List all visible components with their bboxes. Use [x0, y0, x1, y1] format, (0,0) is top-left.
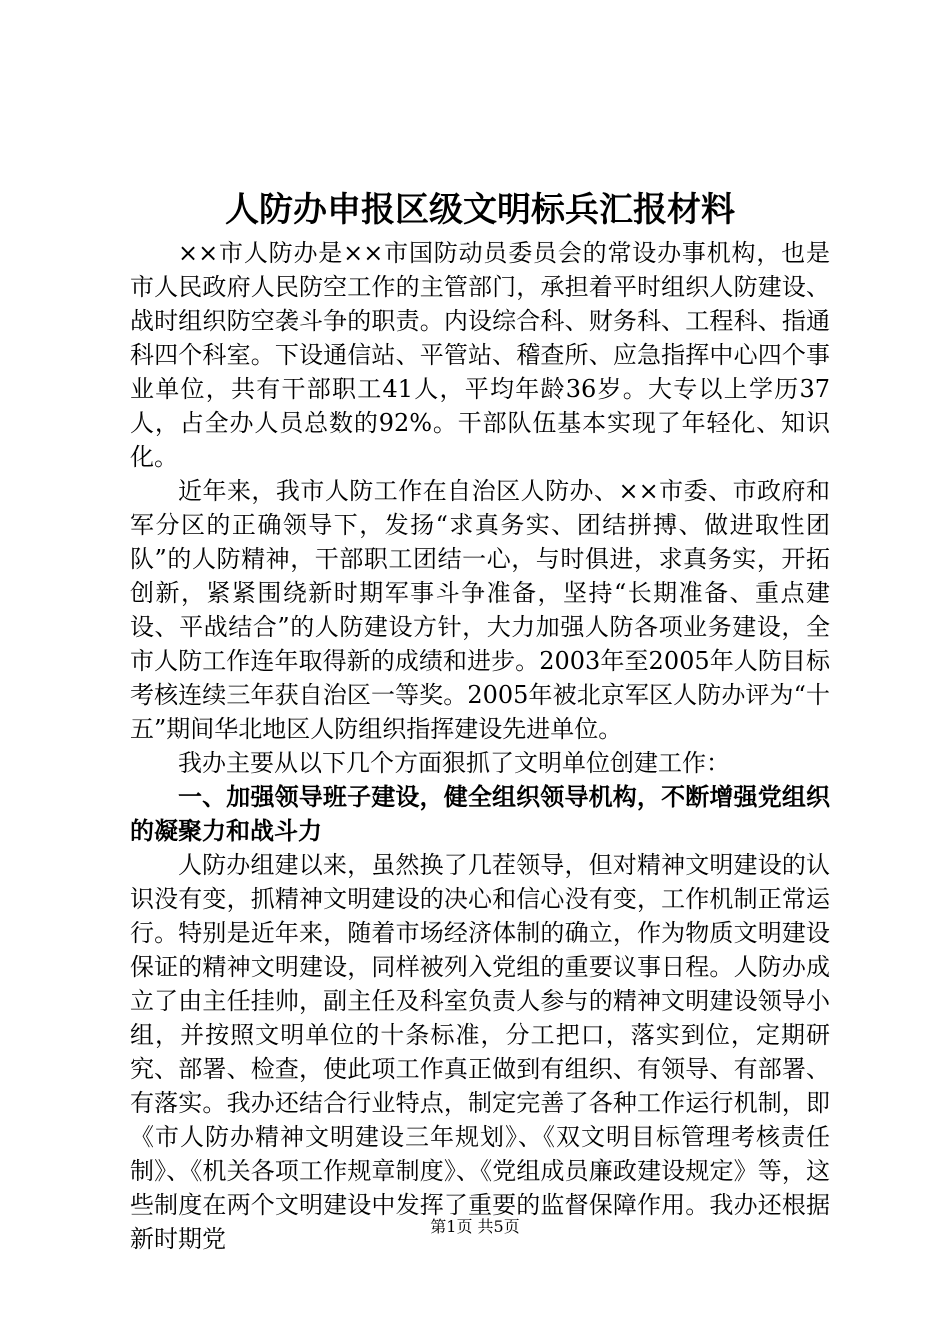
page-footer: 第1页 共5页: [430, 1217, 520, 1236]
document-body: [130, 236, 830, 1256]
document-title: 人防办申报区级文明标兵汇报材料: [225, 190, 735, 230]
paragraph-intro: ××市人防办是××市国防动员委员会的常设办事机构，也是市人民政府人民防空工作的主管部门，承担着平时组织人防建设、战时组织防空袭斗争的职责。内设综合科、财务科、工程科、指通科四个科室。下设通信站、平管站、稽查所、应急指挥中心四个事业单位，共有干部职工41人，平均年龄36岁。大专以上学历37人，占全办人员总数的92%。干部队伍基本实现了年轻化、知识化。: [130, 239, 830, 471]
paragraph-achievements: 近年来，我市人防工作在自治区人防办、××市委、市政府和军分区的正确领导下，发扬“求真务实、团结拼搏、做进取性团队”的人防精神，干部职工团结一心，与时俱进，求真务实，开拓创新，紧紧围绕新时期军事斗争准备，坚持“长期准备、重点建设、平战结合”的人防建设方针，大力加强人防各项业务建设，全市人防工作连年取得新的成绩和进步。2003年至2005年人防目标考核连续三年获自治区一等奖。2005年被北京军区人防办评为“十五”期间华北地区人防组织指挥建设先进单位。: [130, 477, 830, 743]
paragraph-overview: 我办主要从以下几个方面狠抓了文明单位创建工作：: [178, 749, 730, 777]
section-heading-1: 一、加强领导班子建设，健全组织领导机构，不断增强党组织的凝聚力和战斗力: [130, 783, 830, 845]
document-page: [130, 0, 830, 1344]
paragraph-section-1: 人防办组建以来，虽然换了几茬领导，但对精神文明建设的认识没有变，抓精神文明建设的决心和信心没有变，工作机制正常运行。特别是近年来，随着市场经济体制的确立，作为物质文明建设保证的精神文明建设，同样被列入党组的重要议事日程。人防办成立了由主任挂帅，副主任及科室负责人参与的精神文明建设领导小组，并按照文明单位的十条标准，分工把口，落实到位，定期研究、部署、检查，使此项工作真正做到有组织、有领导、有部署、有落实。我办还结合行业特点，制定完善了各种工作运行机制，即《市人防办精神文明建设三年规划》、《双文明目标管理考核责任制》、《机关各项工作规章制度》、《党组成员廉政建设规定》等，这些制度在两个文明建设中发挥了重要的监督保障作用。我办还根据新时期党: [130, 851, 830, 1253]
